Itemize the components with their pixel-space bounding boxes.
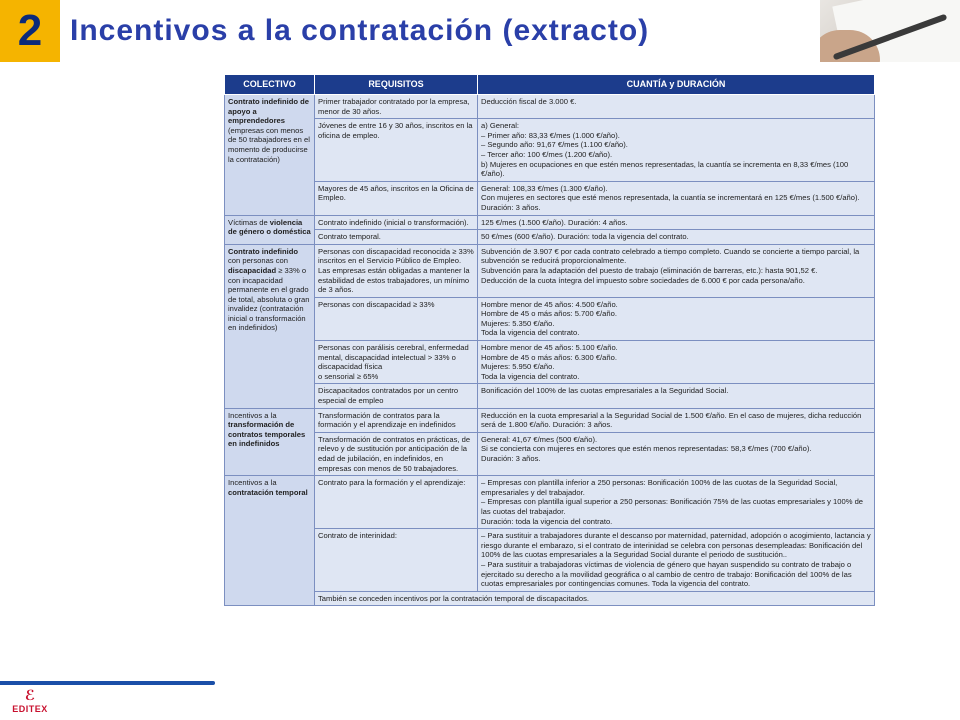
requisitos-text: Transformación de contratos en prácticas, de relevo y de sustitución por anticipación de la edad de jubilación, en indefinidos, en empresas con menos de 50 trabajadores. bbox=[318, 434, 471, 473]
incentives-table bbox=[224, 74, 875, 606]
colectivo-text: Víctimas de bbox=[228, 217, 270, 227]
cuantia-cell bbox=[478, 384, 875, 408]
colectivo-text: contratación temporal bbox=[228, 487, 308, 497]
cuantia-text: Duración: toda la vigencia del contrato. bbox=[481, 516, 613, 526]
requisitos-cell bbox=[315, 119, 478, 182]
table-row bbox=[225, 529, 875, 592]
editex-logo bbox=[5, 688, 55, 716]
requisitos-cell bbox=[315, 244, 478, 297]
cuantia-cell bbox=[478, 408, 875, 432]
requisitos-cell bbox=[315, 95, 478, 119]
colectivo-text: ≥ 33% o con incapacidad permanente en el grado de total, absoluta o gran invalidez (contratación inicial o transformación en indefinidos) bbox=[228, 265, 310, 333]
table-row bbox=[225, 119, 875, 182]
cuantia-cell bbox=[478, 181, 875, 215]
colectivo-text: Contrato indefinido bbox=[228, 246, 299, 256]
header-photo bbox=[820, 0, 960, 62]
requisitos-text: Personas con parálisis cerebral, enfermedad mental, discapacidad intelectual > 33% o discapacidad física bbox=[318, 343, 469, 372]
table-row bbox=[225, 244, 875, 297]
colectivo-text: Incentivos a la bbox=[228, 478, 277, 488]
editex-logo-mark: ℰ bbox=[24, 687, 36, 703]
requisitos-text: Contrato para la formación y el aprendizaje: bbox=[318, 478, 466, 488]
table-row bbox=[225, 408, 875, 432]
colectivo-text: (empresas con menos de 50 trabajadores en el momento de producirse la contratación) bbox=[228, 125, 310, 164]
colectivo-text: discapacidad bbox=[228, 265, 277, 275]
requisitos-text: Jóvenes de entre 16 y 30 años, inscritos en la oficina de empleo. bbox=[318, 121, 473, 140]
cuantia-text: – Segundo año: 91,67 €/mes (1.100 €/año). bbox=[481, 140, 628, 150]
table-row bbox=[225, 476, 875, 529]
cuantia-text: Deducción fiscal de 3.000 €. bbox=[481, 97, 577, 106]
header-cuantia: CUANTÍA y DURACIÓN bbox=[478, 75, 875, 95]
requisitos-cell bbox=[315, 432, 478, 475]
cuantia-text: – Empresas con plantilla igual superior a 250 personas: Bonificación 75% de las cuotas empresariales y 100% de las cuotas del trabajador. bbox=[481, 497, 864, 516]
table-row bbox=[225, 181, 875, 215]
table-row bbox=[225, 215, 875, 230]
requisitos-text: Discapacitados contratados por un centro especial de empleo bbox=[318, 386, 459, 406]
cuantia-text: 125 €/mes (1.500 €/año). Duración: 4 años. bbox=[481, 217, 628, 227]
cuantia-text: Mujeres: 5.350 €/año. bbox=[481, 318, 555, 328]
table-row bbox=[225, 591, 875, 606]
cuantia-cell bbox=[478, 215, 875, 230]
cuantia-text: Con mujeres en sectores que esté menos representada, la cuantía se incrementará en 125 €/mes (1.500 €/año). bbox=[481, 193, 860, 203]
requisitos-text: Mayores de 45 años, inscritos en la Oficina de Empleo. bbox=[318, 183, 474, 203]
cuantia-text: – Tercer año: 100 €/mes (1.200 €/año). bbox=[481, 149, 613, 159]
requisitos-cell bbox=[315, 529, 478, 592]
colectivo-cell bbox=[225, 408, 315, 476]
table-row bbox=[225, 95, 875, 119]
colectivo-cell bbox=[225, 244, 315, 408]
cuantia-cell bbox=[478, 119, 875, 182]
requisitos-text: Transformación de contratos para la formación y el aprendizaje en indefinidos bbox=[318, 410, 456, 430]
table-row bbox=[225, 432, 875, 475]
requisitos-cell bbox=[315, 297, 478, 340]
colectivo-text: Incentivos a la bbox=[228, 410, 277, 420]
cuantia-cell bbox=[478, 432, 875, 475]
cuantia-text: Toda la vigencia del contrato. bbox=[481, 371, 580, 381]
requisitos-cell bbox=[315, 181, 478, 215]
cuantia-text: b) Mujeres en ocupaciones en que estén menos representadas, la cuantía se incrementa en 8,33 €/mes (100 €/año). bbox=[481, 159, 849, 179]
cuantia-text: Bonificación del 100% de las cuotas empresariales a la Seguridad Social. bbox=[481, 386, 729, 396]
cuantia-cell bbox=[478, 244, 875, 297]
header-colectivo: COLECTIVO bbox=[225, 75, 315, 95]
requisitos-text: Las empresas están obligadas a mantener la estabilidad de estos trabajadores, un mínimo de 3 años. bbox=[318, 265, 470, 295]
requisitos-text: Personas con discapacidad reconocida ≥ 33% inscritos en el Servicio Público de Empleo. bbox=[318, 246, 474, 266]
cuantia-text: – Primer año: 83,33 €/mes (1.000 €/año). bbox=[481, 130, 620, 140]
cuantia-text: – Para sustituir a trabajadoras víctimas de violencia de género que hayan suspendido su contrato de trabajo o ejercitado su derecho a la movilidad geográfica o al cambio de centro de trabajo: Bonificación del 100% de las cuotas empresariales por contingencias comunes. Toda la vigencia del contrato. bbox=[481, 559, 852, 589]
cuantia-text: Hombre menor de 45 años: 4.500 €/año. bbox=[481, 299, 618, 309]
cuantia-cell bbox=[478, 529, 875, 592]
slide-header bbox=[0, 0, 960, 62]
cuantia-text: Hombre de 45 o más años: 6.300 €/año. bbox=[481, 352, 617, 362]
cuantia-text: Subvención para la adaptación del puesto de trabajo (eliminación de barreras, etc.): hasta 901,52 €. bbox=[481, 265, 818, 275]
slide-title: Incentivos a la contratación (extracto) bbox=[70, 14, 650, 47]
incentives-table-container bbox=[224, 74, 874, 718]
cuantia-text: Duración: 3 años. bbox=[481, 202, 541, 212]
requisitos-cell bbox=[315, 341, 478, 384]
colectivo-cell bbox=[225, 476, 315, 606]
colectivo-cell bbox=[225, 215, 315, 244]
requisitos-text: Contrato de interinidad: bbox=[318, 531, 397, 541]
colectivo-text: con personas con bbox=[228, 256, 288, 266]
requisitos-text: Contrato temporal. bbox=[318, 232, 381, 242]
cuantia-text: General: 108,33 €/mes (1.300 €/año). bbox=[481, 183, 608, 193]
cuantia-text: 50 €/mes (600 €/año). Duración: toda la vigencia del contrato. bbox=[481, 232, 689, 242]
colectivo-text: transformación de contratos temporales en indefinidos bbox=[228, 420, 306, 449]
footer-bar bbox=[0, 681, 215, 685]
requisitos-cell bbox=[315, 230, 478, 245]
cuantia-text: Hombre de 45 o más años: 5.700 €/año. bbox=[481, 309, 617, 319]
requisitos-cell bbox=[315, 476, 478, 529]
table-row bbox=[225, 341, 875, 384]
editex-logo-text: EDITEX bbox=[12, 704, 48, 714]
cuantia-text: Reducción en la cuota empresarial a la Seguridad Social de 1.500 €/año. En el caso de mujeres, dicha reducción será de 1.800 €/año. Duración: 3 años. bbox=[481, 410, 862, 430]
requisitos-text: Personas con discapacidad ≥ 33% bbox=[318, 299, 435, 309]
requisitos-cell bbox=[315, 215, 478, 230]
cuantia-text: – Empresas con plantilla inferior a 250 personas: Bonificación 100% de las cuotas de la Seguridad Social, empresariales y del trabajador. bbox=[481, 478, 838, 497]
requisitos-cell bbox=[315, 384, 478, 408]
cuantia-text: Toda la vigencia del contrato. bbox=[481, 328, 580, 338]
cuantia-text: a) General: bbox=[481, 121, 519, 131]
header-requisitos: REQUISITOS bbox=[315, 75, 478, 95]
table-row bbox=[225, 384, 875, 408]
chapter-number: 2 bbox=[0, 0, 60, 62]
cuantia-cell bbox=[478, 476, 875, 529]
cuantia-text: Hombre menor de 45 años: 5.100 €/año. bbox=[481, 343, 618, 353]
cuantia-cell bbox=[478, 341, 875, 384]
cuantia-cell bbox=[478, 230, 875, 245]
cuantia-text: General: 41,67 €/mes (500 €/año). bbox=[481, 434, 598, 444]
cuantia-cell bbox=[478, 95, 875, 119]
cuantia-text: Si se concierta con mujeres en sectores que estén menos representadas: 58,3 €/mes (700 €/año). bbox=[481, 444, 812, 454]
colectivo-cell bbox=[225, 95, 315, 216]
table-row bbox=[225, 230, 875, 245]
cuantia-text: Duración: 3 años. bbox=[481, 454, 541, 463]
cuantia-text: Mujeres: 5.950 €/año. bbox=[481, 362, 555, 372]
requisitos-text: Primer trabajador contratado por la empresa, menor de 30 años. bbox=[318, 97, 470, 116]
requisitos-text: o sensorial ≥ 65% bbox=[318, 371, 379, 381]
requisitos-cell bbox=[315, 408, 478, 432]
table-body bbox=[225, 95, 875, 606]
cuantia-text: Subvención de 3.907 € por cada contrato celebrado a tiempo completo. Cuando se concierte a tiempo parcial, la subvención se reducirá proporcionalmente. bbox=[481, 246, 860, 266]
colectivo-text: violencia de género o doméstica bbox=[228, 217, 311, 237]
footnote-cell: También se conceden incentivos por la contratación temporal de discapacitados. bbox=[315, 591, 875, 606]
requisitos-text: Contrato indefinido (inicial o transformación). bbox=[318, 217, 469, 227]
cuantia-cell bbox=[478, 297, 875, 340]
table-header-row bbox=[225, 75, 875, 95]
colectivo-text: Contrato indefinido de apoyo a emprendedores bbox=[228, 97, 309, 126]
cuantia-text: – Para sustituir a trabajadores durante el descanso por maternidad, paternidad, adopción o acogimiento, lactancia y riesgo durante el embarazo, si el contrato de interinidad se celebra con personas desempleadas: Bonificación del 100% de las cuotas empresariales a la Seguridad Social durante el periodo de sustitución.. bbox=[481, 531, 871, 560]
cuantia-text: Deducción de la cuota íntegra del impuesto sobre sociedades de 6.000 € por cada persona/año. bbox=[481, 275, 805, 285]
table-row bbox=[225, 297, 875, 340]
